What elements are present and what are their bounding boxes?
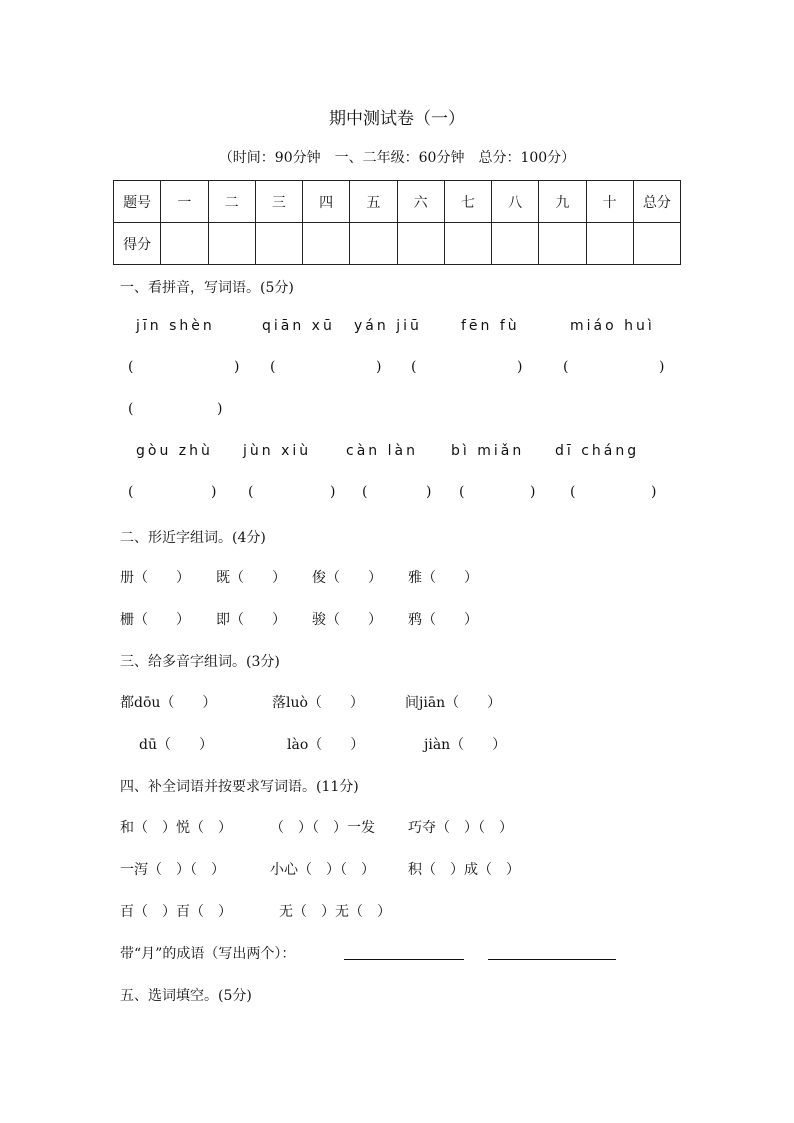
answer-paren-close: ) xyxy=(211,484,217,500)
score-cell[interactable] xyxy=(633,223,680,265)
similar-char-item: 栅（ ） xyxy=(120,612,190,628)
table-header-cell: 二 xyxy=(208,181,255,223)
section1-heading: 一、看拼音，写词语。(5分) xyxy=(120,280,294,296)
moon-idiom-prompt: 带“月”的成语（写出两个）： xyxy=(120,946,296,962)
answer-paren-close: ) xyxy=(530,484,536,500)
similar-char-item: 鸦（ ） xyxy=(408,612,478,628)
answer-paren-close: ) xyxy=(659,359,665,375)
table-header-cell: 题号 xyxy=(114,181,161,223)
score-cell[interactable] xyxy=(586,223,633,265)
answer-paren-close: ) xyxy=(376,359,382,375)
answer-paren-open: ( xyxy=(563,359,569,375)
similar-char-item: 雅（ ） xyxy=(408,570,478,586)
polyphone-item: 间jiān（ ） xyxy=(405,695,502,711)
answer-paren-open: ( xyxy=(128,359,134,375)
score-row-label: 得分 xyxy=(114,223,161,265)
answer-paren-open: ( xyxy=(362,484,368,500)
idiom-item: 百（ ）百（ ） xyxy=(120,904,232,920)
pinyin-word: jīn shèn xyxy=(136,318,215,334)
table-header-cell: 八 xyxy=(492,181,539,223)
score-cell[interactable] xyxy=(492,223,539,265)
similar-char-item: 册（ ） xyxy=(120,570,190,586)
table-header-cell: 三 xyxy=(255,181,302,223)
pinyin-word: jùn xiù xyxy=(243,443,312,459)
idiom-item: 小心（ ）（ ） xyxy=(270,862,375,878)
similar-char-item: 俊（ ） xyxy=(312,570,382,586)
idiom-item: 一泻（ ）（ ） xyxy=(120,862,225,878)
answer-paren-open: ( xyxy=(128,484,134,500)
pinyin-word: bì miǎn xyxy=(451,443,525,459)
similar-char-item: 骏（ ） xyxy=(312,612,382,628)
score-table-score-row xyxy=(114,223,681,265)
pinyin-word: gòu zhù xyxy=(136,443,213,459)
score-cell[interactable] xyxy=(303,223,350,265)
answer-paren-open: ( xyxy=(570,484,576,500)
table-header-cell: 六 xyxy=(397,181,444,223)
score-cell[interactable] xyxy=(350,223,397,265)
answer-blank-line[interactable] xyxy=(488,958,616,960)
exam-subtitle: （时间：90分钟 一、二年级：60分钟 总分：100分） xyxy=(218,150,576,166)
score-cell[interactable] xyxy=(444,223,491,265)
idiom-item: 无（ ）无（ ） xyxy=(279,904,391,920)
score-cell[interactable] xyxy=(397,223,444,265)
exam-title: 期中测试卷（一） xyxy=(329,109,465,129)
answer-paren-open: ( xyxy=(270,359,276,375)
answer-blank-line[interactable] xyxy=(344,958,464,960)
pinyin-word: càn làn xyxy=(346,443,418,459)
pinyin-word: yán jiū xyxy=(354,318,422,334)
score-table-header-row xyxy=(114,181,681,223)
similar-char-item: 即（ ） xyxy=(216,612,286,628)
polyphone-item: 都dōu（ ） xyxy=(120,695,217,711)
answer-paren-close: ) xyxy=(517,359,523,375)
section2-heading: 二、形近字组词。(4分) xyxy=(120,530,266,546)
score-cell[interactable] xyxy=(161,223,208,265)
polyphone-item: lào（ ） xyxy=(287,737,365,753)
section4-heading: 四、补全词语并按要求写词语。(11分) xyxy=(120,779,359,795)
pinyin-word: fēn fù xyxy=(461,318,520,334)
answer-paren-close: ) xyxy=(217,401,223,417)
table-header-cell: 七 xyxy=(444,181,491,223)
answer-paren-open: ( xyxy=(411,359,417,375)
polyphone-item: dū（ ） xyxy=(139,737,213,753)
answer-paren-open: ( xyxy=(128,401,134,417)
score-cell[interactable] xyxy=(208,223,255,265)
polyphone-item: jiàn（ ） xyxy=(424,737,507,753)
section5-heading: 五、选词填空。(5分) xyxy=(120,988,252,1004)
idiom-item: （ ）（ ）一发 xyxy=(270,820,375,836)
pinyin-word: dī cháng xyxy=(555,443,640,459)
idiom-item: 积（ ）成（ ） xyxy=(408,862,520,878)
answer-paren-open: ( xyxy=(459,484,465,500)
table-header-cell: 四 xyxy=(303,181,350,223)
answer-paren-close: ) xyxy=(234,359,240,375)
pinyin-word: qiān xū xyxy=(262,318,335,334)
similar-char-item: 既（ ） xyxy=(216,570,286,586)
pinyin-word: miáo huì xyxy=(570,318,655,334)
table-header-cell: 一 xyxy=(161,181,208,223)
answer-paren-close: ) xyxy=(330,484,336,500)
answer-paren-close: ) xyxy=(651,484,657,500)
table-header-cell: 九 xyxy=(539,181,586,223)
score-cell[interactable] xyxy=(255,223,302,265)
idiom-item: 和（ ）悦（ ） xyxy=(120,820,232,836)
table-header-cell: 五 xyxy=(350,181,397,223)
score-cell[interactable] xyxy=(539,223,586,265)
polyphone-item: 落luò（ ） xyxy=(272,695,364,711)
answer-paren-close: ) xyxy=(426,484,432,500)
section3-heading: 三、给多音字组词。(3分) xyxy=(120,654,280,670)
idiom-item: 巧夺（ ）（ ） xyxy=(408,820,513,836)
table-header-cell: 十 xyxy=(586,181,633,223)
table-header-cell: 总分 xyxy=(633,181,680,223)
score-table xyxy=(113,180,681,265)
answer-paren-open: ( xyxy=(248,484,254,500)
